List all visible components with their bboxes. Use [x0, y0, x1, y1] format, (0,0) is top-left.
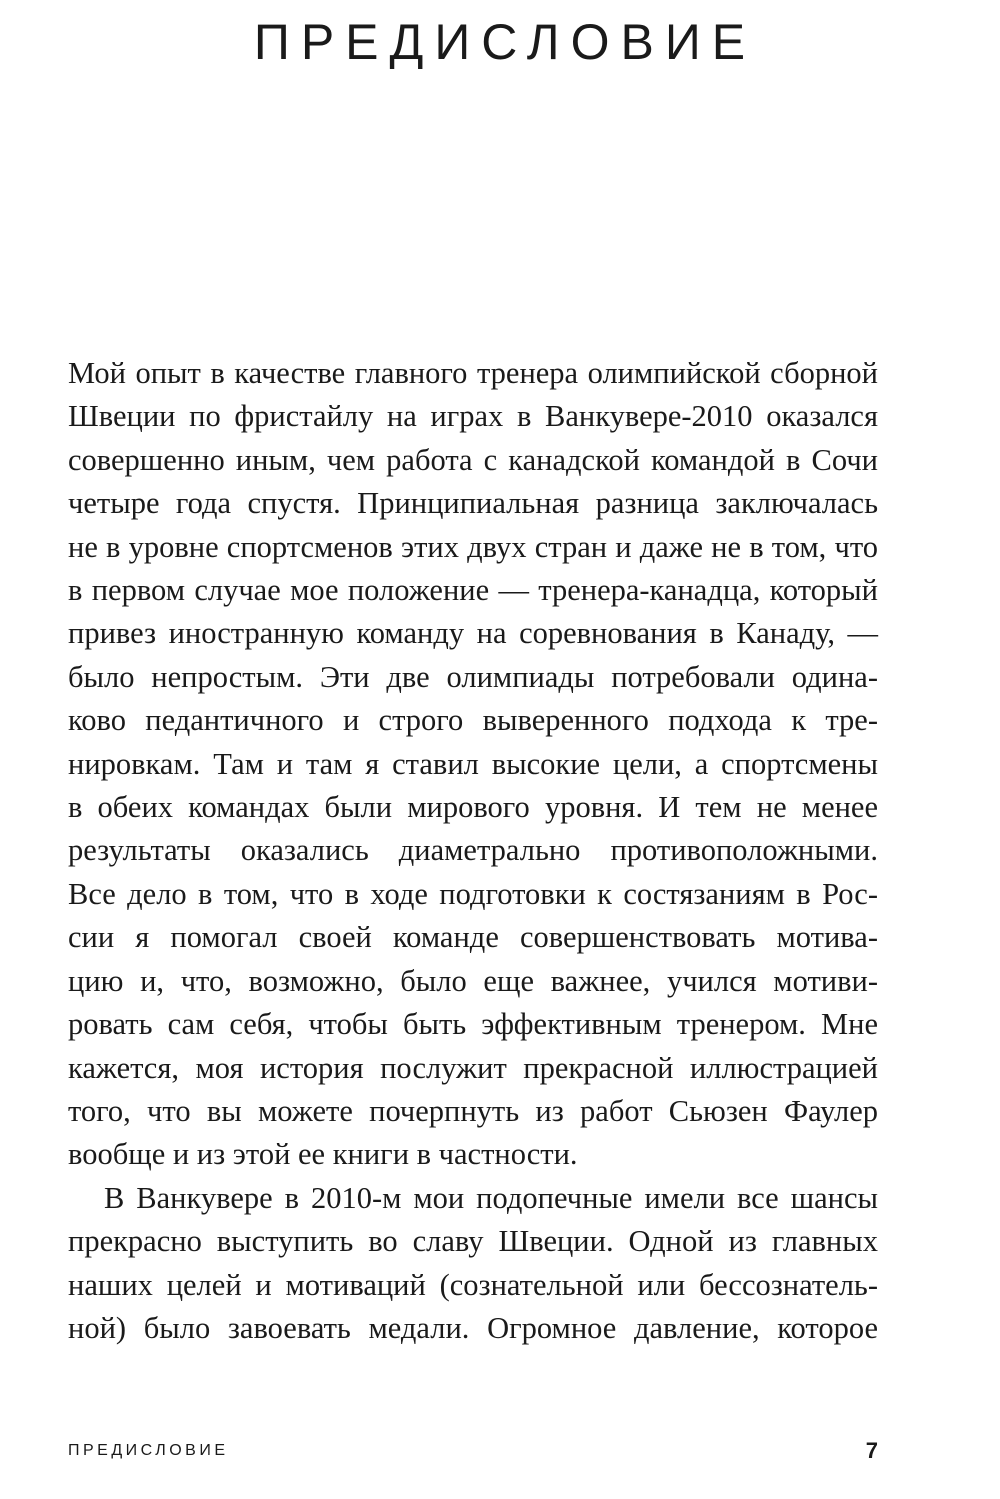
- text-line: ной) было завоевать медали. Огромное давление, которое: [68, 1310, 878, 1345]
- text-line: наших целей и мотиваций (сознательной или бессознатель-: [68, 1267, 878, 1302]
- text-line: кажется, моя история послужит прекрасной иллюстрацией: [68, 1050, 878, 1085]
- paragraph-2: [68, 1177, 878, 1351]
- chapter-title: ПРЕДИСЛОВИЕ: [253, 14, 757, 70]
- paragraph-1: [68, 352, 878, 1177]
- text-line: ково педантичного и строго выверенного подхода к тре-: [68, 703, 878, 738]
- text-line: сии я помогал своей команде совершенствовать мотива-: [68, 920, 878, 955]
- text-line: в первом случае мое положение — тренера-канадца, который: [68, 573, 878, 608]
- text-line: прекрасно выступить во славу Швеции. Одной из главных: [68, 1224, 878, 1259]
- text-line: совершенно иным, чем работа с канадской командой в Сочи: [68, 442, 878, 477]
- running-head: ПРЕДИСЛОВИЕ: [68, 1442, 229, 1459]
- text-line: Все дело в том, что в ходе подготовки к состязаниям в Рос-: [68, 876, 878, 911]
- text-line: нировкам. Там и там я ставил высокие цели, а спортсмены: [68, 746, 878, 781]
- text-line: В Ванкувере в 2010-м мои подопечные имели все шансы: [104, 1180, 878, 1215]
- text-line: того, что вы можете почерпнуть из работ Сьюзен Фаулер: [68, 1093, 878, 1128]
- text-line: цию и, что, возможно, было еще важнее, учился мотиви-: [68, 963, 878, 998]
- text-line: Швеции по фристайлу на играх в Ванкувере-2010 оказался: [68, 399, 878, 434]
- text-line: вообще и из этой ее книги в частности.: [68, 1137, 578, 1172]
- body-text: [68, 352, 878, 1350]
- text-line: ровать сам себя, чтобы быть эффективным тренером. Мне: [68, 1007, 878, 1042]
- text-line: результаты оказались диаметрально противоположными.: [68, 833, 878, 868]
- text-line: привез иностранную команду на соревнования в Канаду, —: [68, 616, 878, 651]
- text-line: четыре года спустя. Принципиальная разница заключалась: [68, 486, 878, 521]
- text-line: не в уровне спортсменов этих двух стран и даже не в том, что: [68, 529, 878, 564]
- text-line: Мой опыт в качестве главного тренера олимпийской сборной: [68, 356, 878, 390]
- page-number: 7: [865, 1438, 878, 1463]
- text-line: было непростым. Эти две олимпиады потребовали одина-: [68, 659, 878, 694]
- text-line: в обеих командах были мирового уровня. И тем не менее: [68, 790, 878, 825]
- page-footer: [68, 1438, 878, 1472]
